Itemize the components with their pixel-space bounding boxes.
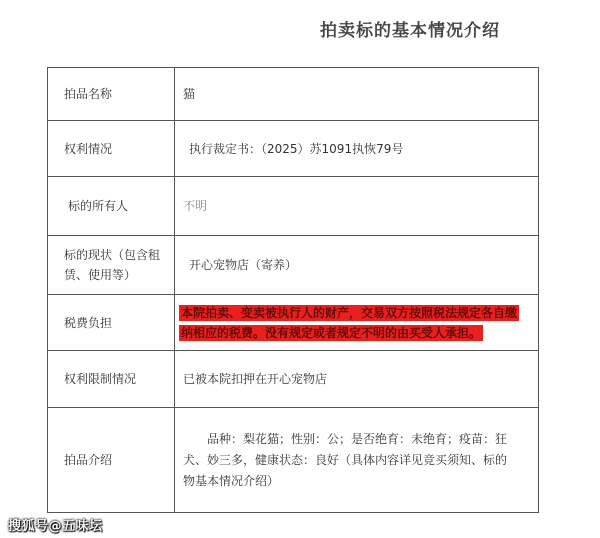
table-row-taxes — [48, 295, 539, 351]
table-row-status — [48, 236, 539, 295]
row-value-item-name: 猫 — [175, 68, 539, 121]
row-label-taxes: 税费负担 — [48, 295, 175, 351]
row-value-owner: 不明 — [175, 177, 539, 236]
table-row-intro — [48, 408, 539, 513]
row-value-taxes — [175, 295, 539, 351]
source-watermark: 搜狐号@五味坛 — [8, 519, 103, 534]
table-row-item-name — [48, 68, 539, 121]
row-value-status: 开心宠物店（寄养） — [175, 236, 539, 295]
row-value-intro: 品种：梨花猫；性别：公；是否绝育：未绝育；疫苗：狂犬、妙三多，健康状态：良好（具体内容详见竞买须知、标的物基本情况介绍） — [175, 408, 539, 513]
page-title: 拍卖标的基本情况介绍 — [320, 21, 500, 41]
row-value-restrictions: 已被本院扣押在开心宠物店 — [175, 351, 539, 408]
table-row-owner — [48, 177, 539, 236]
tax-highlight-text: 本院拍卖、变卖被执行人的财产，交易双方按照税法规定各自缴纳相应的税费。没有规定或者规定不明的由买受人承担。 — [181, 305, 518, 340]
row-label-item-name: 拍品名称 — [48, 68, 175, 121]
table-row-rights — [48, 121, 539, 177]
row-label-owner: 标的所有人 — [48, 177, 175, 236]
auction-info-table — [47, 67, 539, 513]
row-value-rights: 执行裁定书：（2025）苏1091执恢79号 — [175, 121, 539, 177]
row-label-status: 标的现状（包含租赁、使用等） — [48, 236, 175, 295]
table-row-restrictions — [48, 351, 539, 408]
row-label-restrictions: 权利限制情况 — [48, 351, 175, 408]
row-label-intro: 拍品介绍 — [48, 408, 175, 513]
row-label-rights: 权利情况 — [48, 121, 175, 177]
